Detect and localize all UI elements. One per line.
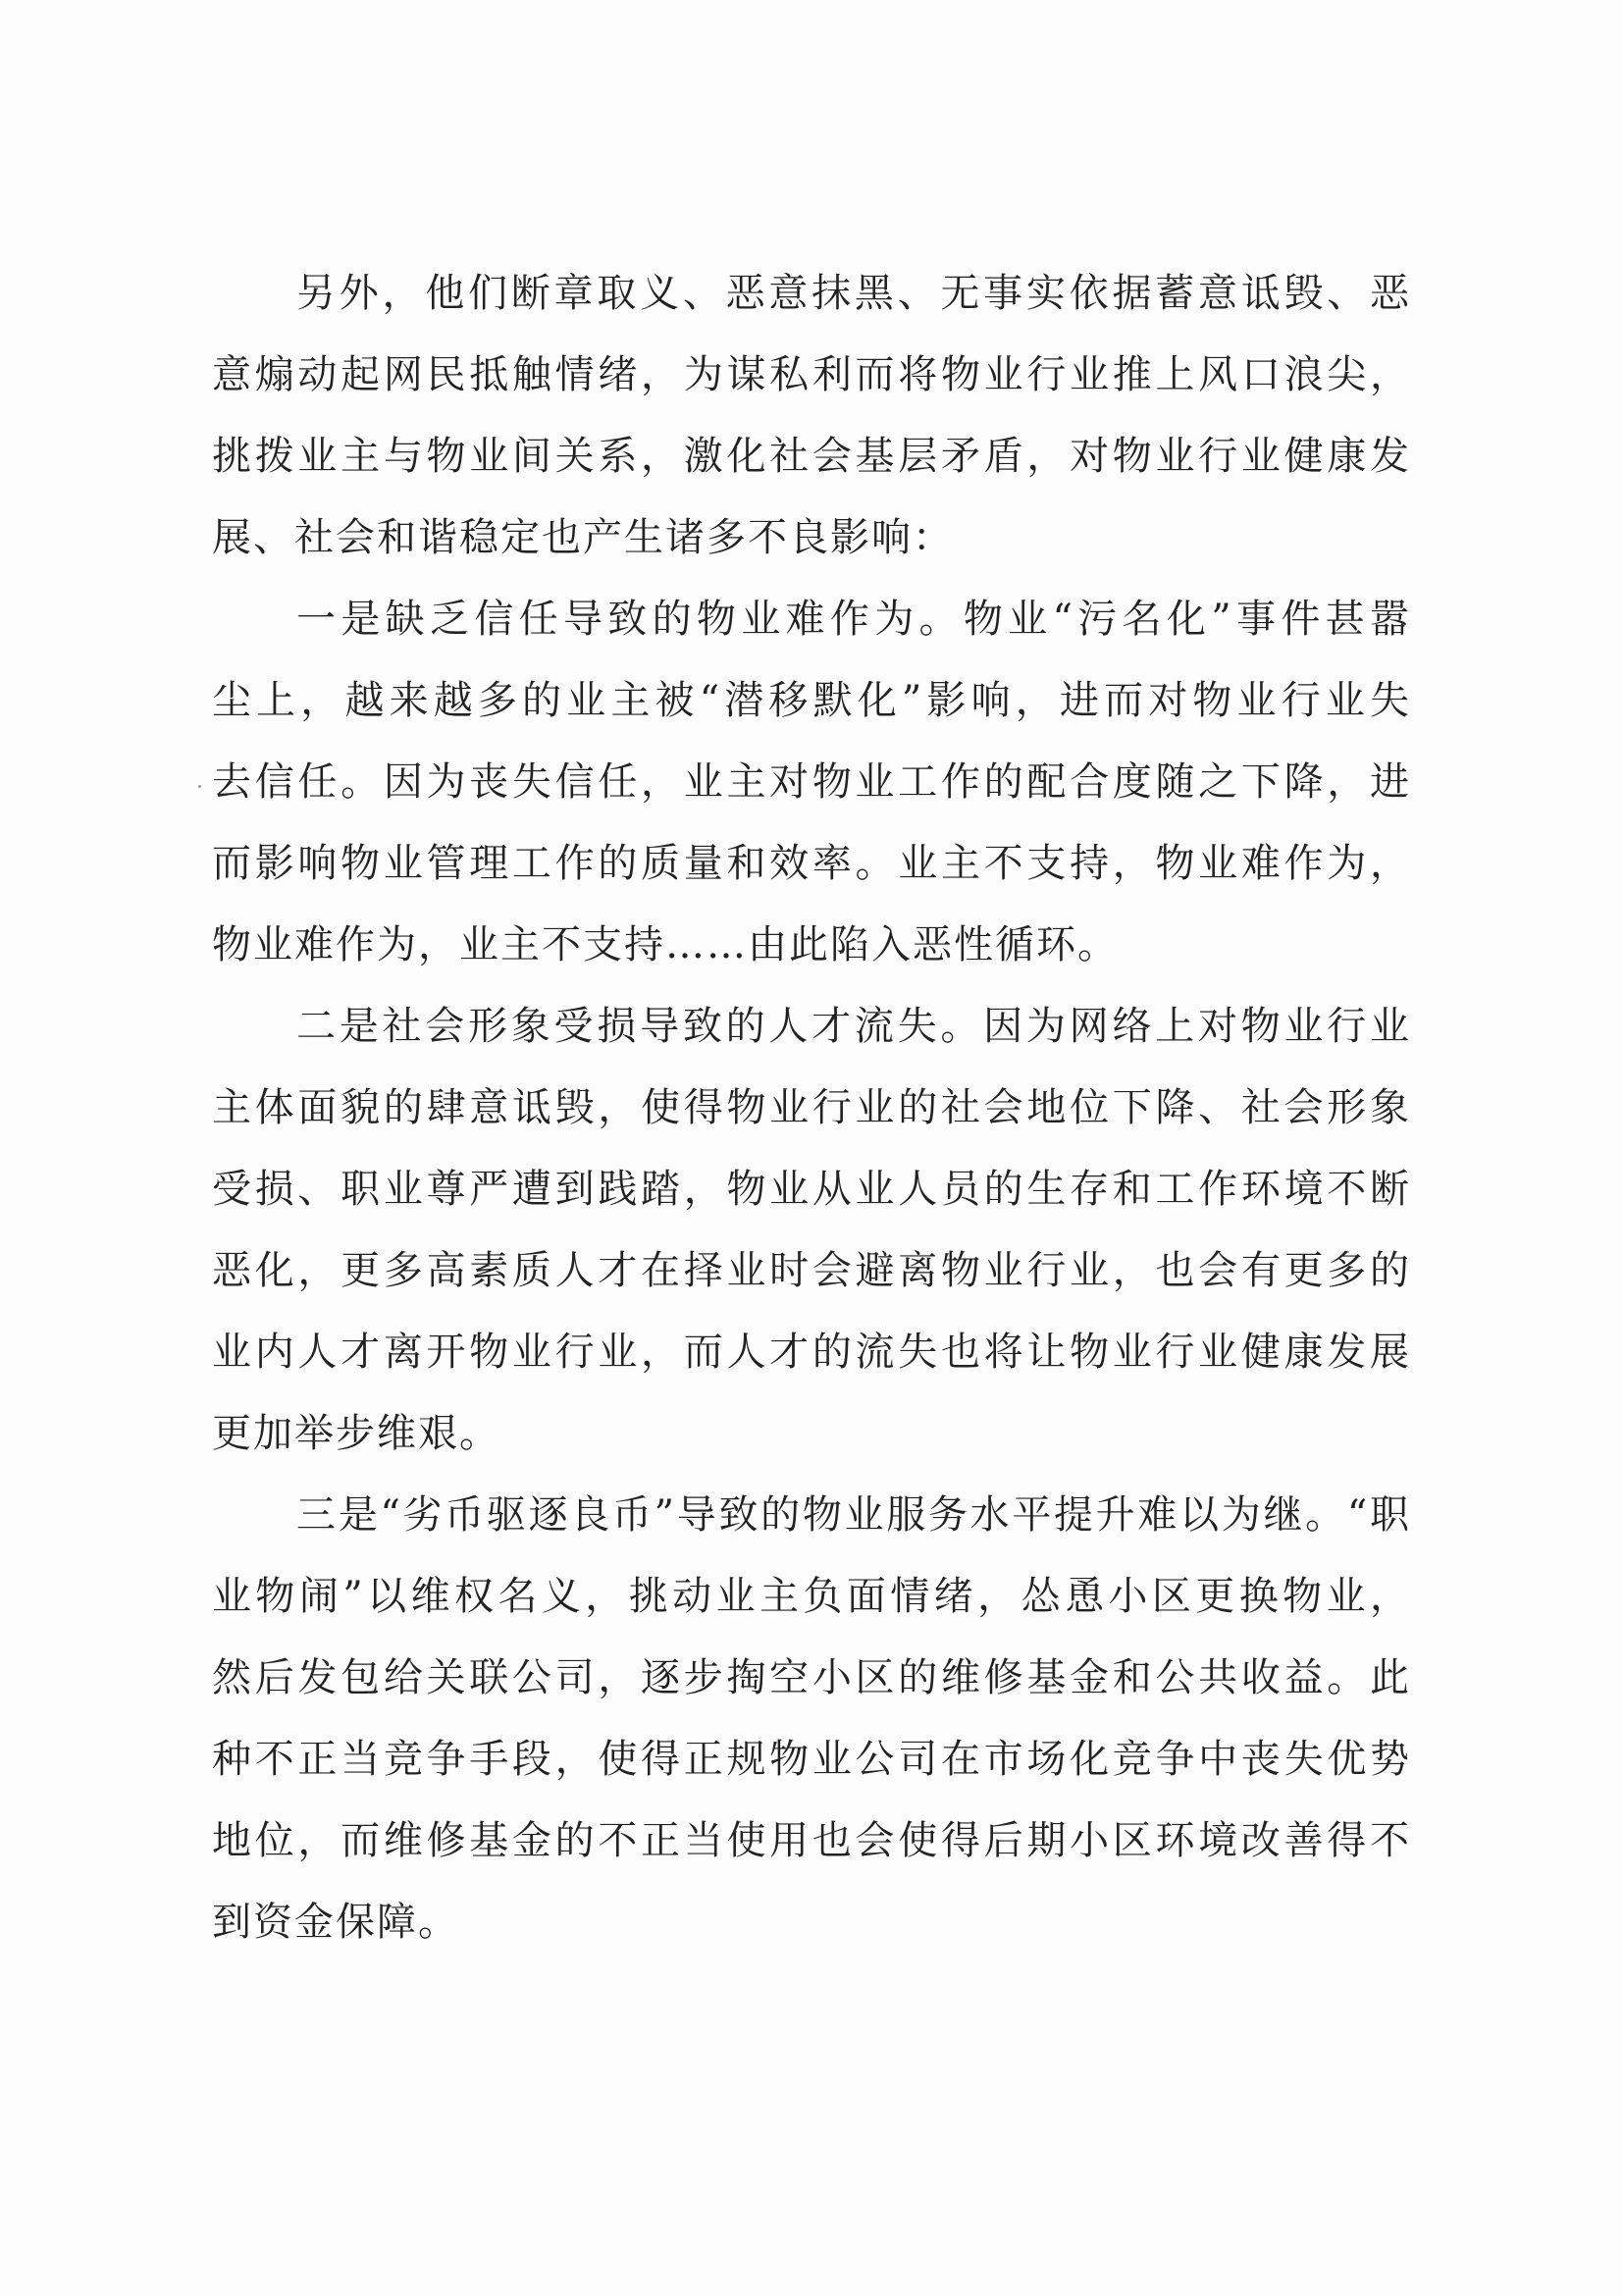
text-line: 尘上，越来越多的业主被“潜移默化”影响，进而对物业行业失: [212, 678, 1411, 723]
text-line: 展、社会和谐稳定也产生诸多不良影响：: [212, 515, 954, 560]
text-line: 业内人才离开物业行业，而人才的流失也将让物业行业健康发展: [212, 1330, 1411, 1375]
text-line: 而影响物业管理工作的质量和效率。业主不支持，物业难作为，: [212, 841, 1411, 886]
text-line: 然后发包给关联公司，逐步掏空小区的维修基金和公共收益。此: [212, 1655, 1411, 1700]
text-line: 一是缺乏信任导致的物业难作为。物业“污名化”事件甚嚣: [296, 597, 1411, 642]
text-line: 业物闹”以维权名义，挑动业主负面情绪，怂恿小区更换物业，: [212, 1574, 1411, 1619]
text-line: 另外，他们断章取义、恶意抹黑、无事实依据蓄意诋毁、恶: [296, 271, 1411, 316]
text-line: 种不正当竞争手段，使得正规物业公司在市场化竞争中丧失优势: [212, 1737, 1411, 1782]
text-line: 到资金保障。: [212, 1900, 459, 1945]
body-text: [212, 253, 1411, 1963]
paragraph-3: [212, 986, 1411, 1475]
text-line: 二是社会形象受损导致的人才流失。因为网络上对物业行业: [296, 1004, 1411, 1049]
text-line: 三是“劣币驱逐良币”导致的物业服务水平提升难以为继。“职: [296, 1492, 1411, 1538]
scan-speck: [198, 785, 201, 788]
text-line: 更加举步维艰。: [212, 1411, 500, 1456]
text-line: 地位，而维修基金的不正当使用也会使得后期小区环境改善得不: [212, 1818, 1411, 1863]
text-line: 挑拨业主与物业间关系，激化社会基层矛盾，对物业行业健康发: [212, 434, 1411, 479]
paragraph-4: [212, 1475, 1411, 1963]
text-line: 恶化，更多高素质人才在择业时会避离物业行业，也会有更多的: [212, 1248, 1411, 1293]
paragraph-2: [212, 579, 1411, 986]
text-line: 去信任。因为丧失信任，业主对物业工作的配合度随之下降，进: [212, 759, 1411, 805]
paragraph-1: [212, 253, 1411, 579]
text-line: 意煽动起网民抵触情绪，为谋私利而将物业行业推上风口浪尖，: [212, 352, 1411, 397]
text-line: 物业难作为，业主不支持……由此陷入恶性循环。: [212, 922, 1119, 967]
text-line: 主体面貌的肆意诋毁，使得物业行业的社会地位下降、社会形象: [212, 1085, 1411, 1130]
text-line: 受损、职业尊严遭到践踏，物业从业人员的生存和工作环境不断: [212, 1167, 1411, 1212]
